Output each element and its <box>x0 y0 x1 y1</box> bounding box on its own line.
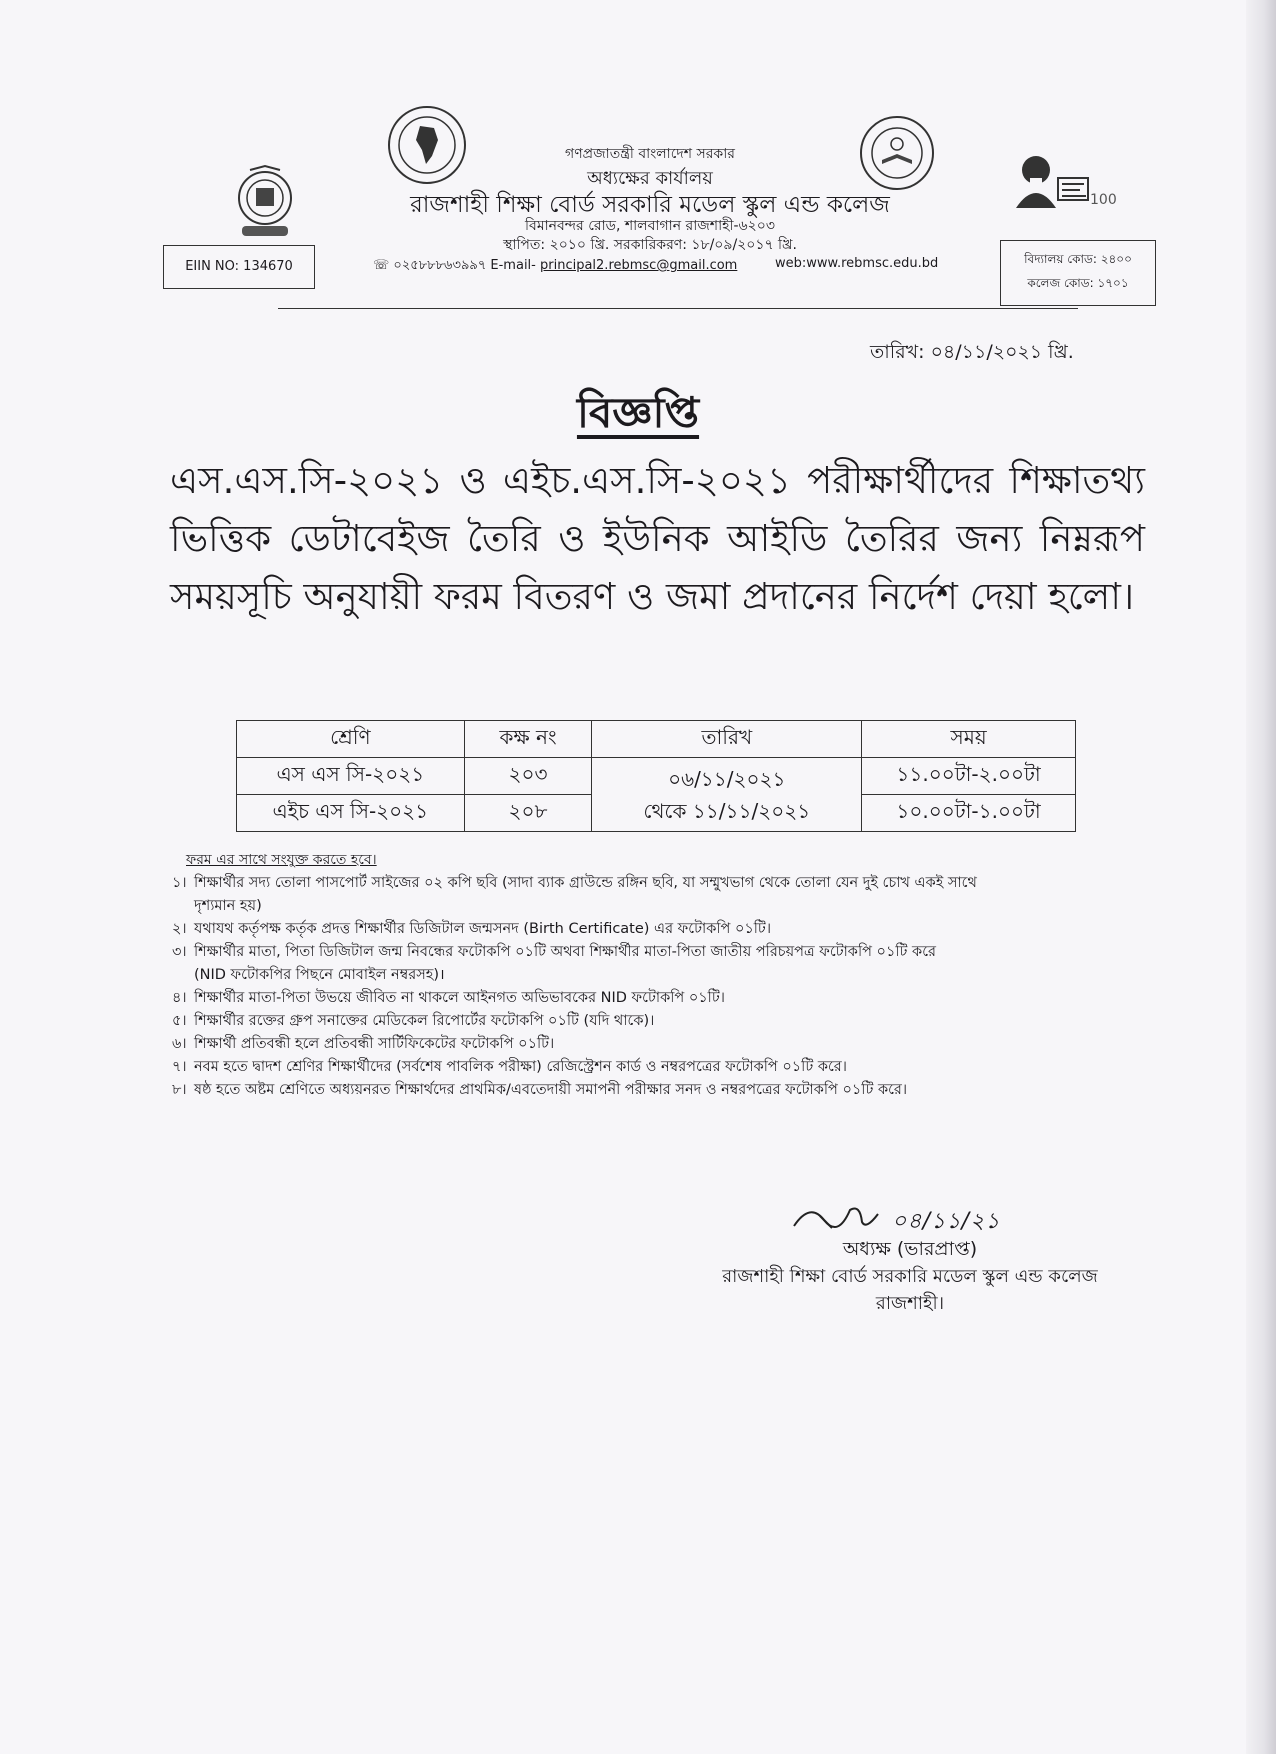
item-text: ষষ্ঠ হতে অষ্টম শ্রেণিতে অধ্যয়নরত শিক্ষার্থদের প্রাথমিক/এবতেদায়ী সমাপনী পরীক্ষার সনদ ও নম্বরপত্রের ফটোকপি ০১টি করে। <box>194 1082 908 1098</box>
contact-line <box>373 256 737 277</box>
cell-room: ২০৩ <box>464 758 592 795</box>
item-text: শিক্ষার্থী প্রতিবন্ধী হলে প্রতিবন্ধী সার্টিফিকেটের ফটোকপি ০১টি। <box>194 1036 555 1052</box>
list-item <box>172 1033 1092 1056</box>
item-number: ৩। <box>172 944 187 960</box>
item-text-continued: দৃশ্যমান হয়) <box>194 898 262 914</box>
item-number: ৮। <box>172 1082 187 1098</box>
list-item <box>172 1010 1092 1033</box>
item-number: ৬। <box>172 1036 187 1052</box>
date-range-end: থেকে ১১/১১/২০২১ <box>643 798 811 823</box>
notice-body: এস.এস.সি-২০২১ ও এইচ.এস.সি-২০২১ পরীক্ষার্থীদের শিক্ষাতথ্য ভিত্তিক ডেটাবেইজ তৈরি ও ইউনিক আইডি তৈরির জন্য নিম্নরূপ সময়সূচি অনুযায়ী ফরম বিতরণ ও জমা প্রদানের নির্দেশ দেয়া হলো। <box>170 459 1145 618</box>
item-text: শিক্ষার্থীর মাতা-পিতা উভয়ে জীবিত না থাকলে আইনগত অভিভাবকের NID ফটোকপি ০১টি। <box>194 990 725 1006</box>
col-header-room: কক্ষ নং <box>464 721 592 758</box>
item-text: শিক্ষার্থীর মাতা, পিতা ডিজিটাল জন্ম নিবন্ধের ফটোকপি ০১টি অথবা শিক্ষার্থীর মাতা-পিতা জাতীয় পরিচয়পত্র ফটোকপি ০১টি করে <box>194 944 936 960</box>
header-divider <box>278 308 1078 309</box>
eiin-box <box>163 245 315 289</box>
item-number: ২। <box>172 921 187 937</box>
list-item <box>172 1079 1092 1102</box>
address: বিমানবন্দর রোড, শালবাগান রাজশাহী-৬২০৩ <box>525 218 775 234</box>
cell-class: এইচ এস সি-২০২১ <box>237 795 465 832</box>
requirements-list <box>172 872 1092 1102</box>
cell-time: ১১.০০টা-২.০০টা <box>862 758 1076 795</box>
cell-date-range <box>592 758 862 832</box>
table-row <box>237 758 1076 795</box>
item-number: ৪। <box>172 990 187 1006</box>
item-text-continued: (NID ফটোকপির পিছনে মোবাইল নম্বরসহ)। <box>194 967 445 983</box>
requirements-heading: ফরম এর সাথে সংযুক্ত করতে হবে। <box>186 852 377 868</box>
institution-code-box <box>1000 240 1156 306</box>
date-range-start: ০৬/১১/২০২১ <box>668 766 786 791</box>
college-code: কলেজ কোড: ১৭০১ <box>1027 276 1129 290</box>
email-link[interactable]: principal2.rebmsc@gmail.com <box>540 258 738 273</box>
col-header-time: সময় <box>862 721 1076 758</box>
govt-name: গণপ্রজাতন্ত্রী বাংলাদেশ সরকার <box>565 146 735 162</box>
cell-class: এস এস সি-২০২১ <box>237 758 465 795</box>
cell-room: ২০৮ <box>464 795 592 832</box>
cell-time: ১০.০০টা-১.০০টা <box>862 795 1076 832</box>
list-item <box>172 941 1092 987</box>
page-edge <box>1246 0 1276 1754</box>
institution-name: রাজশাহী শিক্ষা বোর্ড সরকারি মডেল স্কুল এন্ড কলেজ <box>410 192 890 218</box>
notice-date: তারিখ: ০৪/১১/২০২১ খ্রি. <box>870 341 1074 363</box>
phone-number: ☏ ০২৫৮৮৮৬৩৯৯৭ <box>373 258 487 273</box>
item-text: যথাযথ কর্তৃপক্ষ কর্তৃক প্রদত্ত শিক্ষার্থীর ডিজিটাল জন্মসনদ (Birth Certificate) এর ফটোকপি ০১টি। <box>194 921 772 937</box>
signatory-block <box>690 1236 1130 1317</box>
list-item <box>172 872 1092 918</box>
col-header-class: শ্রেণি <box>237 721 465 758</box>
list-item <box>172 1056 1092 1079</box>
list-item <box>172 987 1092 1010</box>
schedule-table <box>236 720 1076 832</box>
website-link[interactable]: web:www.rebmsc.edu.bd <box>775 256 939 271</box>
signatory-role: অধ্যক্ষ (ভারপ্রাপ্ত) <box>842 1238 978 1260</box>
item-text: শিক্ষার্থীর সদ্য তোলা পাসপোর্ট সাইজের ০২ কপি ছবি (সাদা ব্যাক গ্রাউন্ডে রঙ্গিন ছবি, যা সম্মুখভাগ থেকে তোলা যেন দুই চোখ একই সাথে <box>194 875 977 891</box>
signature-mark-icon <box>790 1196 890 1236</box>
eiin-number: EIIN NO: 134670 <box>185 259 293 274</box>
established-line: স্থাপিত: ২০১০ খ্রি. সরকারিকরণ: ১৮/০৯/২০১৭ খ্রি. <box>503 237 797 253</box>
board-emblem-icon <box>234 166 296 242</box>
mujib-100-logo-icon <box>1010 148 1117 218</box>
item-number: ৫। <box>172 1013 187 1029</box>
item-text: নবম হতে দ্বাদশ শ্রেণির শিক্ষার্থীদের (সর্বশেষ পাবলিক পরীক্ষা) রেজিস্ট্রেশন কার্ড ও নম্বরপত্রের ফটোকপি ০১টি করে। <box>194 1059 847 1075</box>
table-header-row <box>237 721 1076 758</box>
email-label: E-mail- <box>490 258 536 273</box>
signature-date: ০৪/১১/২১ <box>892 1209 1001 1234</box>
office-name: অধ্যক্ষের কার্যালয় <box>587 168 713 189</box>
signatory-institution: রাজশাহী শিক্ষা বোর্ড সরকারি মডেল স্কুল এন্ড কলেজ <box>722 1266 1098 1287</box>
col-header-date: তারিখ <box>592 721 862 758</box>
item-number: ৭। <box>172 1059 187 1075</box>
notice-title: বিজ্ঞপ্তি <box>576 388 700 437</box>
item-text: শিক্ষার্থীর রক্তের গ্রুপ সনাক্তের মেডিকেল রিপোর্টের ফটোকপি ০১টি (যদি থাকে)। <box>194 1013 655 1029</box>
list-item <box>172 918 1092 941</box>
school-code: বিদ্যালয় কোড: ২৪০০ <box>1024 252 1132 266</box>
signatory-city: রাজশাহী। <box>875 1293 945 1314</box>
item-number: ১। <box>172 875 187 891</box>
svg-text:100: 100 <box>1090 192 1117 208</box>
